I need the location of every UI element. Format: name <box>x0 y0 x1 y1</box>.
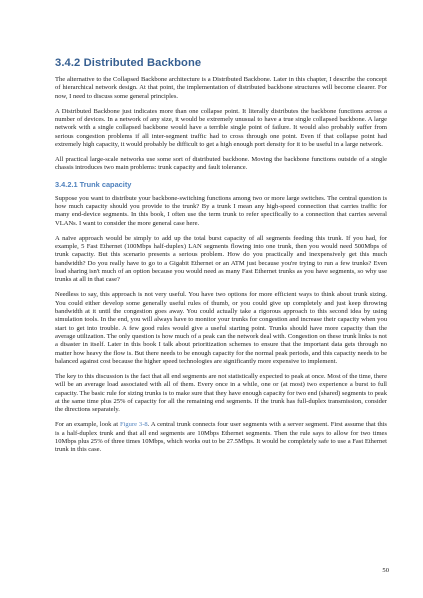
body-paragraph: Needless to say, this approach is not very useful. You have two options for more efficient ways to think about trunk sizing. You could either develop some generally useful rules of thumb, or you could give up completely and just keep throwing bandwidth at it until the congestion goes away. You could actually take a rigorous approach to this second idea by using simulation tools. In the end, you will always have to monitor your trunks for congestion and increase their capacity when you start to get into trouble. A few good rules would give a useful starting point. Trunks should have more capacity than the average utilization. The only question is how much of a peak can the network deal with. Congestion on these trunk links is not a disaster in itself. Later in this book I talk about prioritization schemes to ensure that the important data gets through no matter how heavy the flow is. But there needs to be enough capacity for the normal peak periods, and this capacity needs to be balanced against cost because the higher speed technologies are significantly more expensive to implement. <box>55 291 387 365</box>
body-paragraph: All practical large-scale networks use some sort of distributed backbone. Moving the backbone functions outside of a single chassis introduces two main problems: trunk capacity and fault tolerance. <box>55 155 387 172</box>
body-paragraph <box>55 421 387 454</box>
body-paragraph: A Distributed Backbone just indicates more than one collapse point. It literally distributes the backbone functions across a number of devices. In a network of any size, it would be extremely unusual to have a true single collapsed backbone. A large network with a single collapsed backbone would have a terrible single point of failure. It would also probably suffer from serious congestion problems if all inter-segment traffic had to cross through one point. Even if that collapse point had extremely high capacity, it would probably be difficult to get a high enough port density for it to be useful in a large network. <box>55 107 387 148</box>
paragraph-text: For an example, look at <box>55 421 120 429</box>
figure-link[interactable]: Figure 3-8 <box>119 421 148 429</box>
body-paragraph: Suppose you want to distribute your backbone-switching functions among two or more large switches. The central question is how much capacity should you provide to the trunk? By a trunk I mean any high-speed connection that carries traffic for many end-device segments. In this book, I often use the term trunk to refer specifically to a connection that carries several VLANs. I want to consider the more general case here. <box>55 194 387 227</box>
paragraph-text: . A central trunk connects four user segments with a server segment. First assume that this is a half-duplex trunk and that all end segments are 10Mbps Ethernet segments. Then the rule says to allow for two times 10Mbps plus 25% of three times 10Mbps, which works out to be 27.5Mbps. It would be completely safe to use a Fast Ethernet trunk in this case. <box>55 421 387 454</box>
page-number: 50 <box>382 567 389 574</box>
section-heading: 3.4.2 Distributed Backbone <box>55 57 202 69</box>
subsection-heading: 3.4.2.1 Trunk capacity <box>55 179 132 189</box>
body-paragraph: A naïve approach would be simply to add up the total burst capacity of all segments feeding this trunk. If you had, for example, 5 Fast Ethernet (100Mbps half-duplex) LAN segments flowing into one trunk, then you would need 500Mbps of trunk capacity. But this scenario presents a serious problem. How do you practically and inexpensively get this much bandwidth? Do you really have to go to a Gigabit Ethernet or an ATM just because you're trying to run a few trunks? Even load sharing isn't much of an option because you would need as many Fast Ethernet trunks as you have segments, so why use trunks at all in that case? <box>55 234 387 284</box>
body-paragraph: The key to this discussion is the fact that all end segments are not statistically expected to peak at once. Most of the time, there will be an average load associated with all of them. Every once in a while, one or (at most) two experience a burst to full capacity. The basic rule for sizing trunks is to make sure that they have enough capacity for two end (shared) segments to peak at the same time plus 25% of capacity for all the remaining end segments. If the trunk has full-duplex transmission, consider the directions separately. <box>55 372 387 414</box>
body-paragraph: The alternative to the Collapsed Backbone architecture is a Distributed Backbone. Later in this chapter, I describe the concept of hierarchical network design. At that point, the implementation of distributed backbone structures will become clearer. For now, I need to discuss some general principles. <box>55 76 387 100</box>
